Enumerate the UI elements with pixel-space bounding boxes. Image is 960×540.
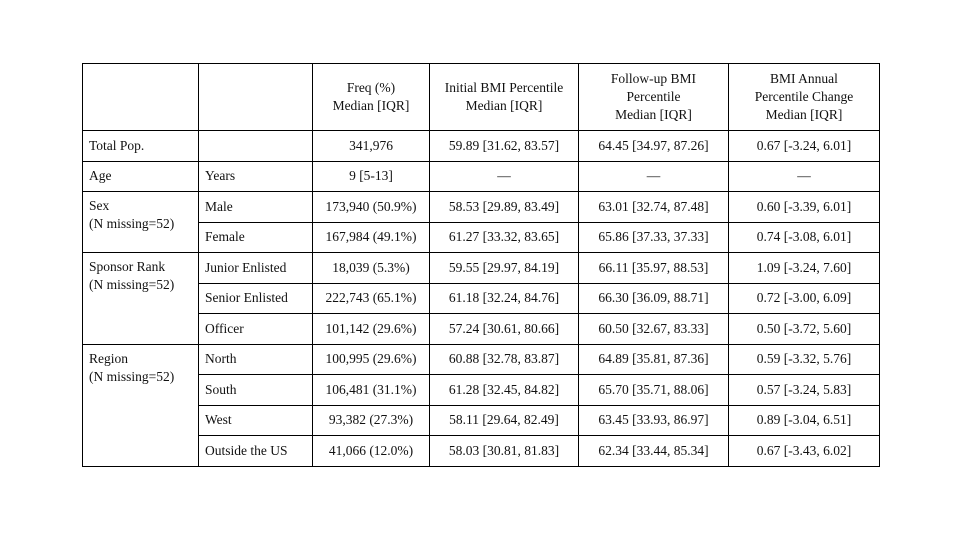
cell-initial: 59.55 [29.97, 84.19] [430, 253, 579, 284]
header-followup-line: Median [IQR] [615, 107, 692, 122]
cell-followup: 63.45 [33.93, 86.97] [579, 405, 729, 436]
cell-initial: 57.24 [30.61, 80.66] [430, 314, 579, 345]
row-sublabel: Senior Enlisted [199, 283, 313, 314]
cell-initial: 61.27 [33.32, 83.65] [430, 222, 579, 253]
group-label-line: Region [89, 350, 128, 366]
header-initial-line: Initial BMI Percentile [444, 80, 564, 95]
cell-freq: 93,382 (27.3%) [313, 405, 430, 436]
cell-freq: 341,976 [313, 131, 430, 162]
cell-change: 0.50 [-3.72, 5.60] [729, 314, 880, 345]
cell-freq: 100,995 (29.6%) [313, 344, 430, 375]
cell-change: 0.74 [-3.08, 6.01] [729, 222, 880, 253]
cell-change: — [729, 161, 880, 192]
table-row-age [83, 161, 880, 192]
cell-change: 0.67 [-3.24, 6.01] [729, 131, 880, 162]
cell-initial: 60.88 [32.78, 83.87] [430, 344, 579, 375]
cell-change: 0.67 [-3.43, 6.02] [729, 436, 880, 467]
row-sublabel: Female [199, 222, 313, 253]
cell-freq: 106,481 (31.1%) [313, 375, 430, 406]
group-label-line: (N missing=52) [89, 368, 175, 384]
cell-freq: 167,984 (49.1%) [313, 222, 430, 253]
cell-initial: 58.53 [29.89, 83.49] [430, 192, 579, 223]
cell-followup: — [579, 161, 729, 192]
row-sublabel [199, 131, 313, 162]
cell-followup: 65.86 [37.33, 37.33] [579, 222, 729, 253]
group-label-sex [83, 192, 199, 253]
cell-freq: 101,142 (29.6%) [313, 314, 430, 345]
cell-change: 0.59 [-3.32, 5.76] [729, 344, 880, 375]
header-group-cell [83, 64, 199, 131]
cell-followup: 60.50 [32.67, 83.33] [579, 314, 729, 345]
cell-initial: 58.03 [30.81, 81.83] [430, 436, 579, 467]
header-change-line: BMI Annual [770, 71, 838, 86]
cell-followup: 64.45 [34.97, 87.26] [579, 131, 729, 162]
cell-change: 0.89 [-3.04, 6.51] [729, 405, 880, 436]
header-initial-line: Median [IQR] [465, 98, 543, 113]
cell-initial: 61.28 [32.45, 84.82] [430, 375, 579, 406]
table-row-sex-male [83, 192, 880, 223]
table-row-region-south [83, 375, 880, 406]
cell-followup: 66.11 [35.97, 88.53] [579, 253, 729, 284]
group-label-rank [83, 253, 199, 345]
group-label-line: Sex [89, 198, 110, 213]
header-freq-line: Median [IQR] [332, 98, 410, 113]
cell-initial: 58.11 [29.64, 82.49] [430, 405, 579, 436]
table-row-region-outside [83, 436, 880, 467]
header-change-line: Percentile Change [754, 89, 854, 104]
table-row-rank-officer [83, 314, 880, 345]
table-row-total [83, 131, 880, 162]
cell-change: 1.09 [-3.24, 7.60] [729, 253, 880, 284]
table-row-rank-junior [83, 253, 880, 284]
cell-followup: 65.70 [35.71, 88.06] [579, 375, 729, 406]
cell-followup: 63.01 [32.74, 87.48] [579, 192, 729, 223]
row-sublabel: Officer [199, 314, 313, 345]
header-freq-line: Freq (%) [346, 80, 396, 95]
group-label-region [83, 344, 199, 466]
header-followup-line: Follow-up BMI [610, 71, 697, 86]
header-subgroup-cell [199, 64, 313, 131]
cell-initial: 59.89 [31.62, 83.57] [430, 131, 579, 162]
table-row-region-north [83, 344, 880, 375]
table-header-row [83, 64, 880, 131]
cell-followup: 62.34 [33.44, 85.34] [579, 436, 729, 467]
row-sublabel: Male [199, 192, 313, 223]
header-freq [313, 64, 430, 131]
table-row-sex-female [83, 222, 880, 253]
header-change-line: Median [IQR] [765, 107, 843, 122]
header-followup-line: Percentile [626, 89, 681, 104]
cell-initial: 61.18 [32.24, 84.76] [430, 283, 579, 314]
cell-freq: 9 [5-13] [313, 161, 430, 192]
bmi-summary-table [82, 63, 880, 467]
group-label-line: (N missing=52) [89, 277, 175, 292]
cell-followup: 64.89 [35.81, 87.36] [579, 344, 729, 375]
group-label-line: (N missing=52) [89, 216, 175, 231]
row-sublabel: Junior Enlisted [199, 253, 313, 284]
cell-freq: 222,743 (65.1%) [313, 283, 430, 314]
row-sublabel: South [199, 375, 313, 406]
row-sublabel: Years [199, 161, 313, 192]
table-row-rank-senior [83, 283, 880, 314]
cell-change: 0.60 [-3.39, 6.01] [729, 192, 880, 223]
row-sublabel: Outside the US [199, 436, 313, 467]
header-annual-change [729, 64, 880, 131]
row-label: Total Pop. [83, 131, 199, 162]
cell-followup: 66.30 [36.09, 88.71] [579, 283, 729, 314]
cell-freq: 18,039 (5.3%) [313, 253, 430, 284]
row-label: Age [83, 161, 199, 192]
cell-freq: 41,066 (12.0%) [313, 436, 430, 467]
row-sublabel: West [199, 405, 313, 436]
cell-change: 0.72 [-3.00, 6.09] [729, 283, 880, 314]
cell-freq: 173,940 (50.9%) [313, 192, 430, 223]
header-followup-bmi [579, 64, 729, 131]
cell-change: 0.57 [-3.24, 5.83] [729, 375, 880, 406]
cell-initial: — [430, 161, 579, 192]
header-initial-bmi [430, 64, 579, 131]
row-sublabel: North [199, 344, 313, 375]
table-row-region-west [83, 405, 880, 436]
group-label-line: Sponsor Rank [89, 259, 166, 274]
